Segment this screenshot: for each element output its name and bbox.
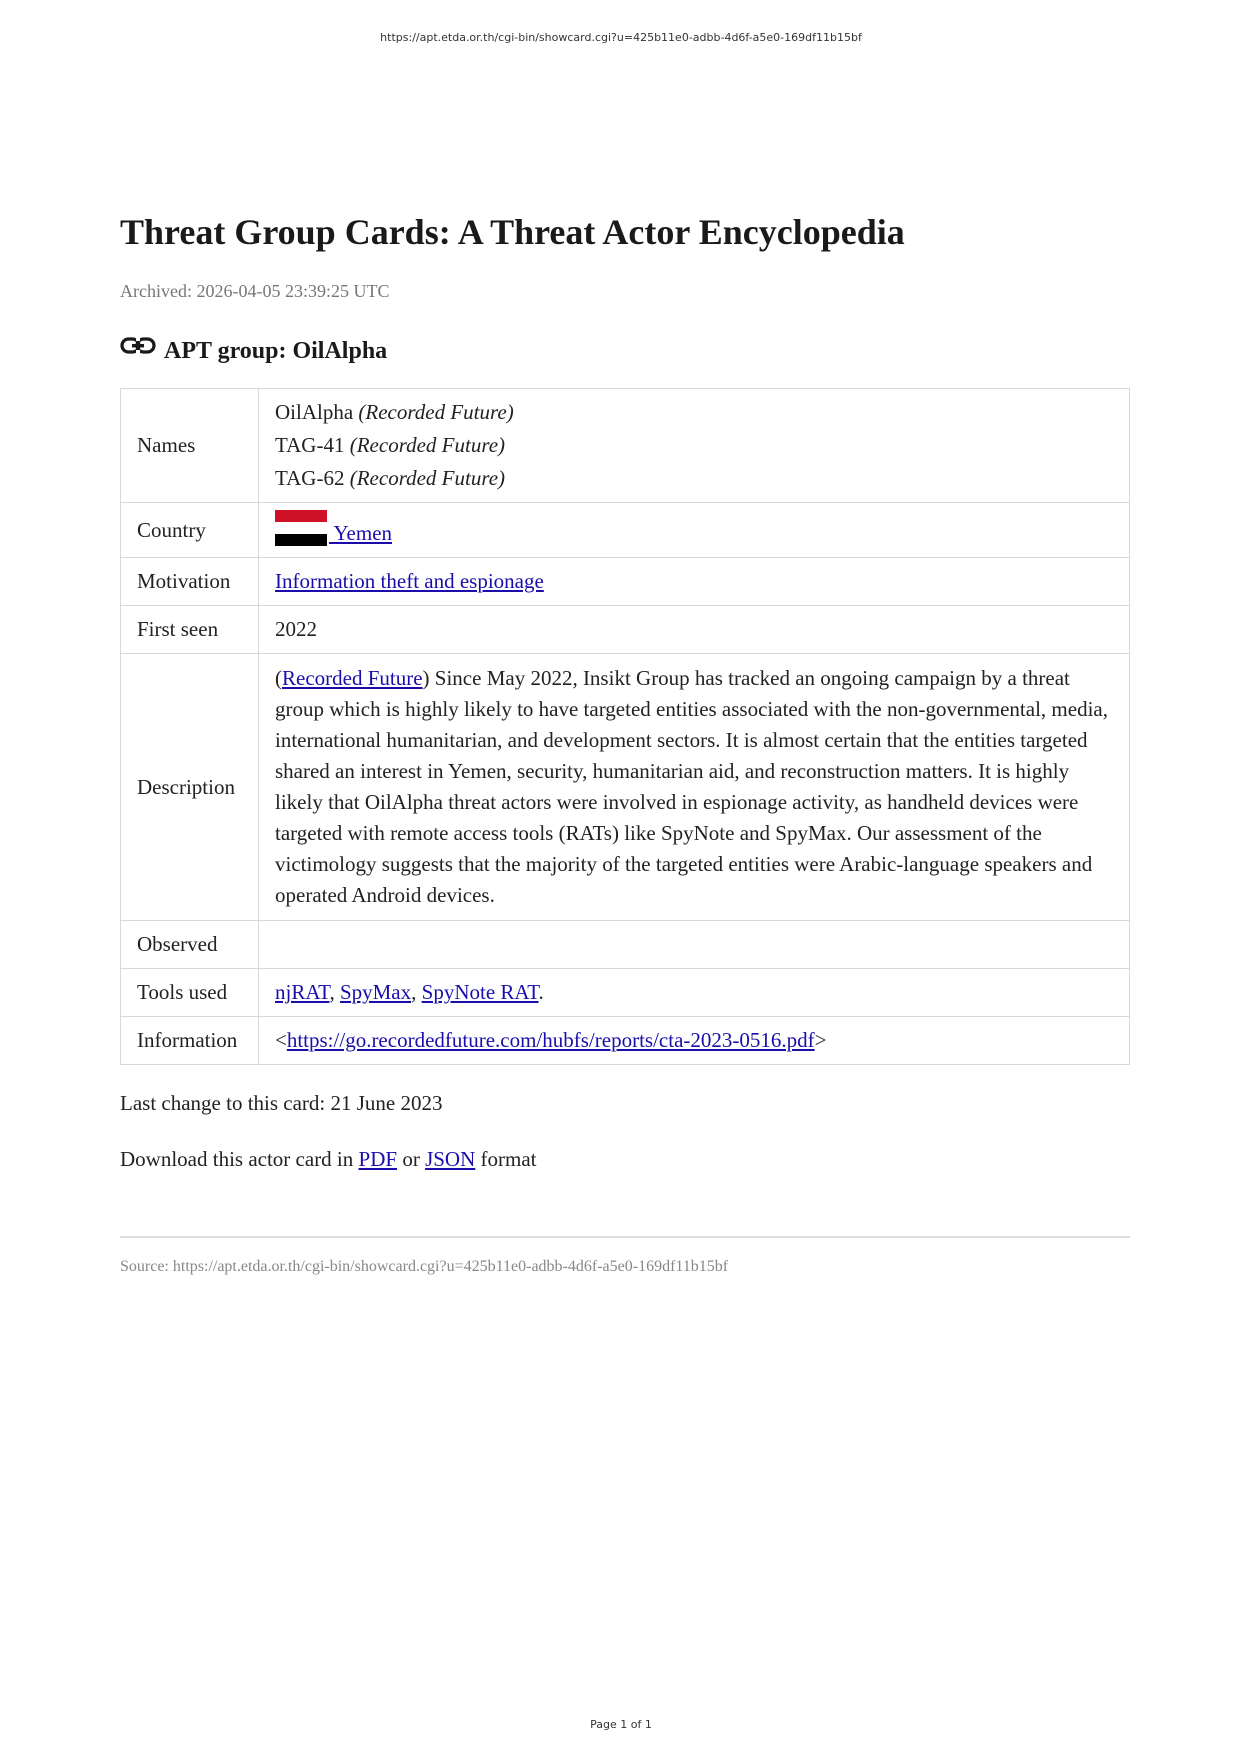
motivation-label: Motivation (121, 558, 259, 606)
names-label: Names (121, 389, 259, 503)
info-open-bracket: < (275, 1028, 287, 1052)
first-seen-value: 2022 (259, 606, 1130, 654)
download-json-link[interactable]: JSON (425, 1147, 476, 1171)
divider (120, 1236, 1130, 1238)
tools-trailing: . (538, 980, 544, 1004)
link-icon[interactable] (120, 334, 156, 358)
row-description (121, 654, 1130, 921)
name-source: (Recorded Future) (349, 466, 506, 490)
tool-separator: , (329, 980, 340, 1004)
name-entry (275, 462, 1113, 495)
source-url: Source: https://apt.etda.or.th/cgi-bin/showcard.cgi?u=425b11e0-adbb-4d6f-a5e0-169df11b15bf (120, 1258, 729, 1275)
actor-card-table (120, 388, 1130, 1065)
description-open-paren: ( (275, 666, 282, 690)
yemen-flag-icon (275, 510, 327, 546)
motivation-link[interactable]: Information theft and espionage (275, 569, 544, 593)
page-number: Page 1 of 1 (590, 1718, 652, 1731)
download-line (120, 1143, 1130, 1176)
country-name: Yemen (329, 521, 393, 545)
information-value (259, 1017, 1130, 1065)
first-seen-label: First seen (121, 606, 259, 654)
country-label: Country (121, 503, 259, 558)
row-names (121, 389, 1130, 503)
apt-group-title: APT group: OilAlpha (164, 338, 388, 364)
row-first-seen (121, 606, 1130, 654)
name-entry (275, 429, 1113, 462)
print-header-url: https://apt.etda.or.th/cgi-bin/showcard.cgi?u=425b11e0-adbb-4d6f-a5e0-169df11b15bf (380, 31, 862, 44)
flag-stripe-black (275, 534, 327, 546)
name-text: OilAlpha (275, 400, 354, 424)
download-middle: or (397, 1147, 426, 1171)
recorded-future-link[interactable]: Recorded Future (282, 666, 423, 690)
information-label: Information (121, 1017, 259, 1065)
row-information (121, 1017, 1130, 1065)
tool-link-spymax[interactable]: SpyMax (339, 980, 412, 1004)
flag-stripe-white (275, 522, 327, 534)
apt-heading (120, 332, 1130, 370)
observed-value (259, 921, 1130, 969)
archived-timestamp: Archived: 2026-04-05 23:39:25 UTC (120, 281, 390, 301)
observed-label: Observed (121, 921, 259, 969)
name-source: (Recorded Future) (358, 400, 514, 424)
name-text: TAG-41 (275, 433, 345, 457)
card-footer-info (120, 1087, 1130, 1176)
name-text: TAG-62 (275, 466, 345, 490)
tool-link-spynote[interactable]: SpyNote RAT (421, 980, 539, 1004)
row-observed (121, 921, 1130, 969)
page-content (120, 210, 1130, 1276)
last-change: Last change to this card: 21 June 2023 (120, 1091, 443, 1115)
tool-link-njrat[interactable]: njRAT (275, 980, 330, 1004)
names-value (259, 389, 1130, 503)
tools-value (259, 969, 1130, 1017)
name-source: (Recorded Future) (349, 433, 506, 457)
tool-separator: , (411, 980, 422, 1004)
description-label: Description (121, 654, 259, 921)
description-text: ) Since May 2022, Insikt Group has tracked an ongoing campaign by a threat group which is highly likely to have targeted entities associated with the non-governmental, media, international humanitarian, and development sectors. It is almost certain that the entities targeted shared an interest in Yemen, security, humanitarian aid, and reconstruction matters. It is highly likely that OilAlpha threat actors were involved in espionage activity, as handheld devices were targeted with remote access tools (RATs) like SpyNote and SpyMax. Our assessment of the victimology suggests that the majority of the targeted entities were Arabic-language speakers and operated Android devices. (275, 666, 1108, 907)
name-entry (275, 396, 1113, 429)
row-tools (121, 969, 1130, 1017)
country-link[interactable] (275, 521, 392, 545)
country-value (259, 503, 1130, 558)
row-motivation (121, 558, 1130, 606)
motivation-value (259, 558, 1130, 606)
row-country (121, 503, 1130, 558)
flag-stripe-red (275, 510, 327, 522)
download-suffix: format (475, 1147, 537, 1171)
page-title: Threat Group Cards: A Threat Actor Encyclopedia (120, 212, 905, 252)
download-prefix: Download this actor card in (120, 1147, 359, 1171)
report-url-link[interactable]: https://go.recordedfuture.com/hubfs/reports/cta-2023-0516.pdf (286, 1028, 815, 1052)
tools-label: Tools used (121, 969, 259, 1017)
info-close-bracket: > (814, 1028, 827, 1052)
description-value (259, 654, 1130, 921)
download-pdf-link[interactable]: PDF (358, 1147, 398, 1171)
